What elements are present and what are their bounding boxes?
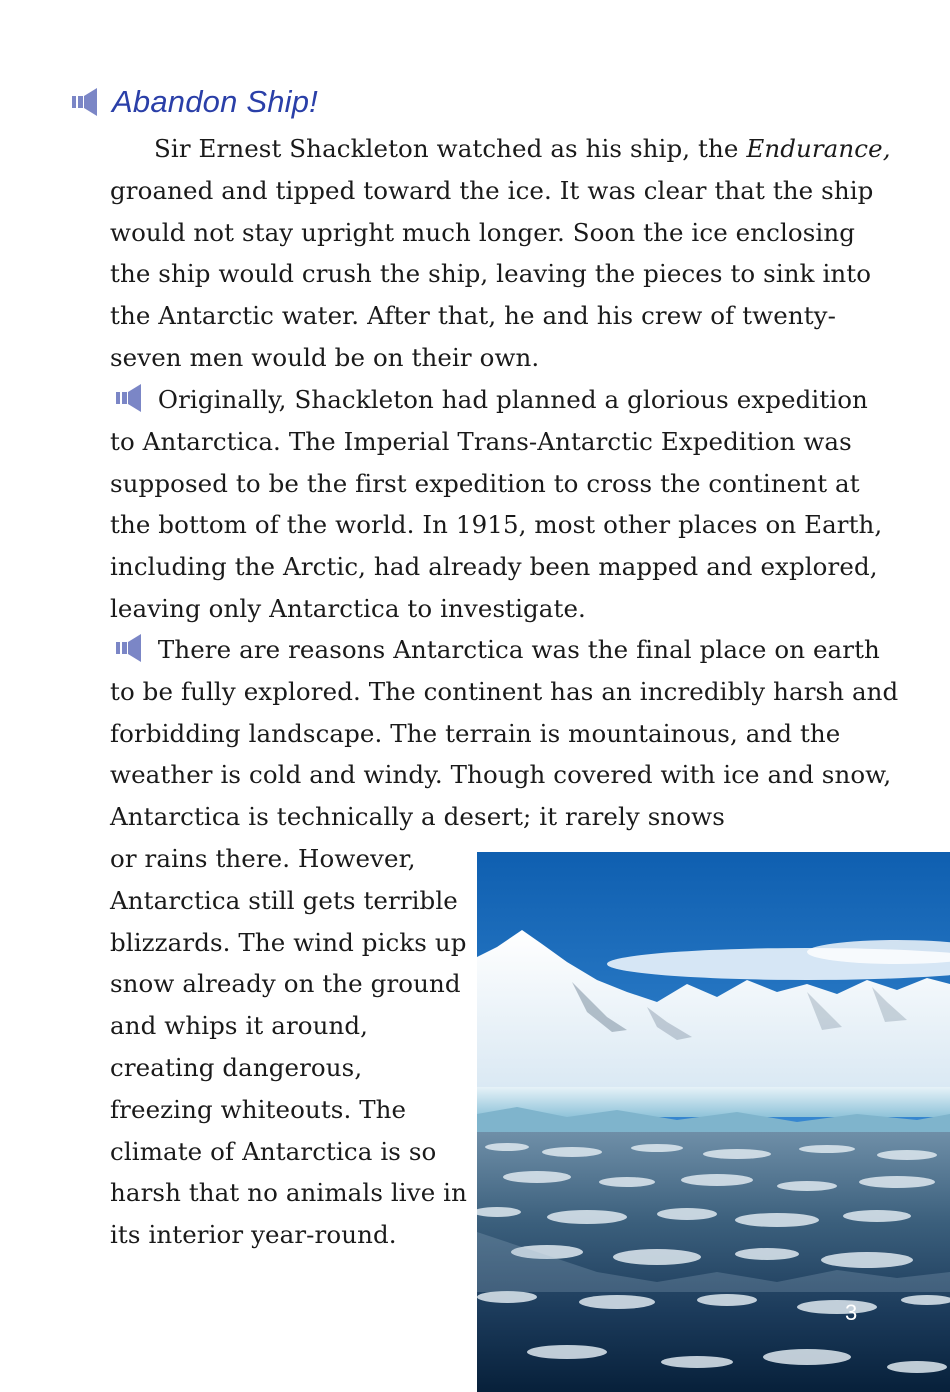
speaker-icon[interactable] <box>72 85 102 119</box>
paragraph-1 <box>110 128 900 379</box>
paragraph-2 <box>110 379 900 630</box>
ship-name: Endurance, <box>746 134 891 163</box>
antarctica-photo <box>477 852 950 1392</box>
speaker-icon[interactable] <box>114 383 150 413</box>
section-heading <box>72 82 318 122</box>
paragraph-1-rest: groaned and tipped toward the ice. It was clear that the ship would not stay upright much longer. Soon the ice enclosing the ship would crush the ship, leaving the pieces to sink into the Antarctic water. After that, he and his crew of twenty-seven men would be on their own. <box>110 175 874 372</box>
paragraph-3 <box>110 629 900 838</box>
page-number: 3 <box>845 1300 858 1325</box>
speaker-icon[interactable] <box>114 633 150 663</box>
paragraph-4 <box>110 838 470 1256</box>
paragraph-1-start: Sir Ernest Shackleton watched as his ship, the <box>154 134 747 163</box>
paragraph-4-text: or rains there. However, Antarctica still gets terrible blizzards. The wind picks up snow already on the ground and whips it around, creating dangerous, freezing whiteouts. The climate of Antarctica is so harsh that no animals live in its interior year-round. <box>110 844 467 1250</box>
paragraph-3-text: There are reasons Antarctica was the final place on earth to be fully explored. The continent has an incredibly harsh and forbidding landscape. The terrain is mountainous, and the weather is cold and windy. Though covered with ice and snow, Antarctica is technically a desert; it rarely snows <box>110 635 899 832</box>
paragraph-2-text: Originally, Shackleton had planned a glorious expedition to Antarctica. The Imperial Trans-Antarctic Expedition was supposed to be the first expedition to cross the continent at the bottom of the world. In 1915, most other places on Earth, including the Arctic, had already been mapped and explored, leaving only Antarctica to investigate. <box>110 385 883 623</box>
page-title: Abandon Ship! <box>112 84 318 119</box>
